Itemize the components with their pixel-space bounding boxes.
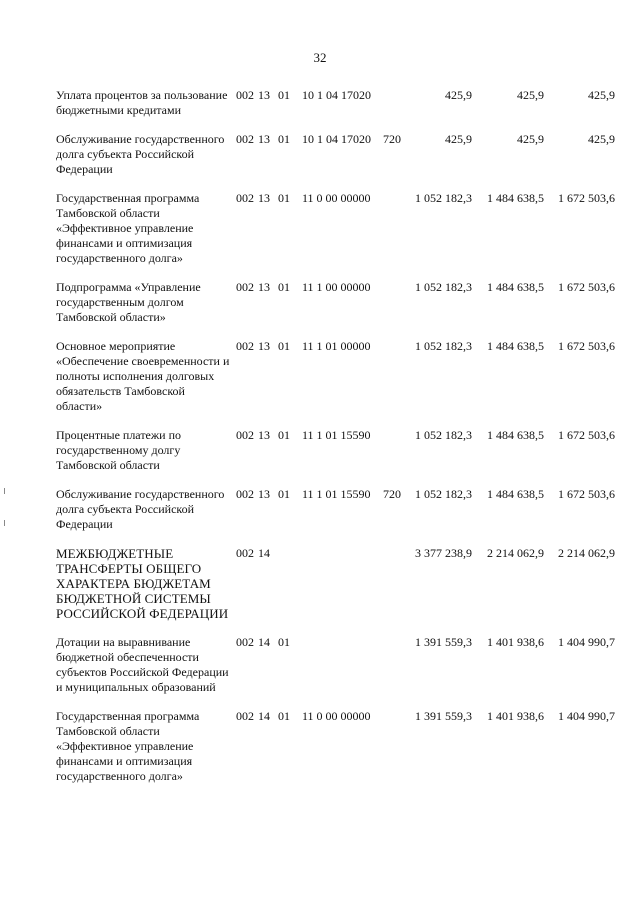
row-value-year1: 3 377 238,9 xyxy=(415,546,472,560)
row-value-year2: 1 484 638,5 xyxy=(487,487,544,501)
row-value-year3: 425,9 xyxy=(588,88,615,102)
row-name: Государственная программа Тамбовской области «Эффективное управление финансами и оптимизация государственного долга» xyxy=(56,191,200,265)
row-target-article: 11 0 00 00000 xyxy=(302,709,371,723)
row-ved-code: 002 xyxy=(236,132,254,146)
row-ved-code: 002 xyxy=(236,428,254,442)
row-subsection-code: 01 xyxy=(278,339,290,353)
row-name: Подпрограмма «Управление государственным долгом Тамбовской области» xyxy=(56,280,201,324)
row-subsection-code: 01 xyxy=(278,191,290,205)
row-value-year3: 2 214 062,9 xyxy=(558,546,615,560)
row-expense-type: 720 xyxy=(383,487,401,501)
row-target-article: 11 1 01 15590 xyxy=(302,428,371,442)
row-subsection-code: 01 xyxy=(278,428,290,442)
row-section-code: 13 xyxy=(258,339,270,353)
row-subsection-code: 01 xyxy=(278,132,290,146)
row-target-article: 11 1 00 00000 xyxy=(302,280,371,294)
row-value-year3: 1 672 503,6 xyxy=(558,191,615,205)
row-value-year2: 1 484 638,5 xyxy=(487,280,544,294)
row-value-year1: 1 052 182,3 xyxy=(415,487,472,501)
row-name: Процентные платежи по государственному долгу Тамбовской области xyxy=(56,428,182,472)
row-name: Обслуживание государственного долга субъекта Российской Федерации xyxy=(56,132,225,176)
row-value-year3: 1 672 503,6 xyxy=(558,428,615,442)
row-value-year1: 1 391 559,3 xyxy=(415,709,472,723)
row-value-year2: 425,9 xyxy=(517,88,544,102)
table-row xyxy=(0,635,640,695)
row-ved-code: 002 xyxy=(236,709,254,723)
row-ved-code: 002 xyxy=(236,635,254,649)
row-ved-code: 002 xyxy=(236,191,254,205)
row-subsection-code: 01 xyxy=(278,280,290,294)
row-target-article: 10 1 04 17020 xyxy=(302,132,371,146)
row-value-year2: 2 214 062,9 xyxy=(487,546,544,560)
row-target-article: 11 1 01 00000 xyxy=(302,339,371,353)
table-row xyxy=(0,191,640,266)
row-section-code: 13 xyxy=(258,191,270,205)
row-value-year2: 425,9 xyxy=(517,132,544,146)
table-row xyxy=(0,546,640,621)
page-number: 32 xyxy=(313,50,327,65)
table-row xyxy=(0,339,640,414)
row-target-article: 10 1 04 17020 xyxy=(302,88,371,102)
row-value-year2: 1 401 938,6 xyxy=(487,709,544,723)
row-value-year3: 1 404 990,7 xyxy=(558,709,615,723)
row-name: МЕЖБЮДЖЕТНЫЕ ТРАНСФЕРТЫ ОБЩЕГО ХАРАКТЕРА БЮДЖЕТАМ БЮДЖЕТНОЙ СИСТЕМЫ РОССИЙСКОЙ ФЕДЕРАЦИИ xyxy=(56,546,229,621)
row-value-year3: 1 672 503,6 xyxy=(558,487,615,501)
budget-table xyxy=(0,88,640,798)
row-value-year2: 1 401 938,6 xyxy=(487,635,544,649)
row-ved-code: 002 xyxy=(236,487,254,501)
row-value-year3: 425,9 xyxy=(588,132,615,146)
row-name: Основное мероприятие «Обеспечение своевременности и полноты исполнения долговых обязательств Тамбовской области» xyxy=(56,339,230,413)
row-subsection-code: 01 xyxy=(278,487,290,501)
row-value-year1: 425,9 xyxy=(445,88,472,102)
row-expense-type: 720 xyxy=(383,132,401,146)
row-name: Государственная программа Тамбовской области «Эффективное управление финансами и оптимизация государственного долга» xyxy=(56,709,200,783)
row-ved-code: 002 xyxy=(236,546,254,560)
table-row xyxy=(0,709,640,784)
row-value-year1: 425,9 xyxy=(445,132,472,146)
row-section-code: 13 xyxy=(258,88,270,102)
row-value-year3: 1 404 990,7 xyxy=(558,635,615,649)
row-value-year3: 1 672 503,6 xyxy=(558,339,615,353)
row-section-code: 13 xyxy=(258,132,270,146)
row-section-code: 14 xyxy=(258,635,270,649)
row-value-year1: 1 052 182,3 xyxy=(415,280,472,294)
row-value-year1: 1 052 182,3 xyxy=(415,339,472,353)
row-value-year2: 1 484 638,5 xyxy=(487,191,544,205)
row-subsection-code: 01 xyxy=(278,635,290,649)
row-name: Дотации на выравнивание бюджетной обеспеченности субъектов Российской Федерации и муниципальных образований xyxy=(56,635,229,694)
row-value-year2: 1 484 638,5 xyxy=(487,428,544,442)
row-section-code: 14 xyxy=(258,546,270,560)
table-row xyxy=(0,280,640,325)
row-subsection-code: 01 xyxy=(278,709,290,723)
row-section-code: 14 xyxy=(258,709,270,723)
row-name: Обслуживание государственного долга субъекта Российской Федерации xyxy=(56,487,225,531)
row-ved-code: 002 xyxy=(236,280,254,294)
row-section-code: 13 xyxy=(258,280,270,294)
row-subsection-code: 01 xyxy=(278,88,290,102)
table-row xyxy=(0,88,640,118)
row-value-year1: 1 052 182,3 xyxy=(415,191,472,205)
row-value-year1: 1 391 559,3 xyxy=(415,635,472,649)
row-value-year3: 1 672 503,6 xyxy=(558,280,615,294)
row-target-article: 11 1 01 15590 xyxy=(302,487,371,501)
table-row xyxy=(0,428,640,473)
row-ved-code: 002 xyxy=(236,339,254,353)
row-section-code: 13 xyxy=(258,428,270,442)
row-value-year2: 1 484 638,5 xyxy=(487,339,544,353)
table-row xyxy=(0,132,640,177)
row-value-year1: 1 052 182,3 xyxy=(415,428,472,442)
row-ved-code: 002 xyxy=(236,88,254,102)
row-target-article: 11 0 00 00000 xyxy=(302,191,371,205)
table-row xyxy=(0,487,640,532)
row-section-code: 13 xyxy=(258,487,270,501)
row-name: Уплата процентов за пользование бюджетными кредитами xyxy=(56,88,228,117)
